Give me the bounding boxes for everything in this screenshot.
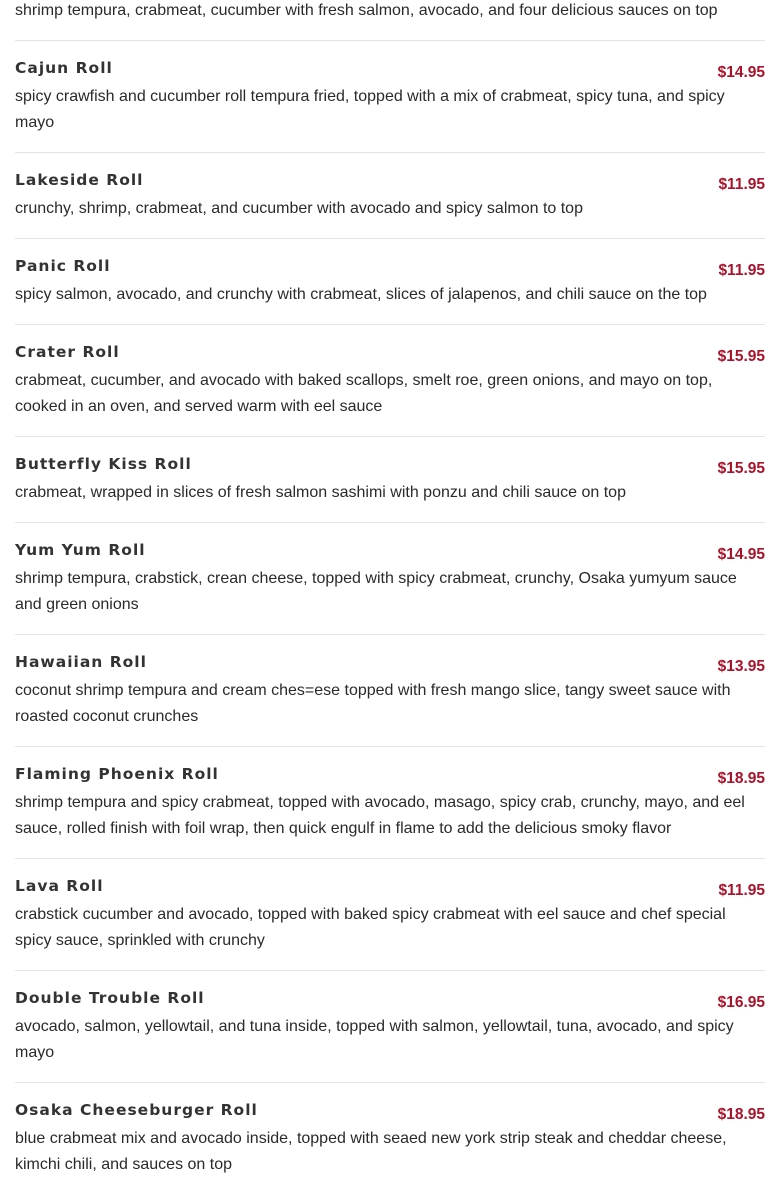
menu-item-name: Cajun Roll	[15, 59, 113, 77]
menu-item-name: Butterfly Kiss Roll	[15, 455, 192, 473]
menu-item-name: Flaming Phoenix Roll	[15, 765, 219, 783]
menu-item-name: Double Trouble Roll	[15, 989, 205, 1007]
menu-item-name: Hawaiian Roll	[15, 653, 147, 671]
menu-item-price: $15.95	[717, 460, 765, 477]
menu-item	[15, 437, 765, 523]
menu-item	[15, 41, 765, 153]
menu-item-description: crabstick cucumber and avocado, topped with baked spicy crabmeat with eel sauce and chef special spicy sauce, sprinkled with crunchy	[15, 906, 726, 949]
menu-item-price: $14.95	[717, 546, 765, 563]
menu-item	[15, 971, 765, 1083]
menu-item-name: Osaka Cheeseburger Roll	[15, 1101, 258, 1119]
menu-item-name: Lakeside Roll	[15, 171, 144, 189]
menu-item-description: coconut shrimp tempura and cream ches=ese topped with fresh mango slice, tangy sweet sauce with roasted coconut crunches	[15, 682, 731, 725]
menu-list	[15, 0, 765, 1194]
menu-item-description: avocado, salmon, yellowtail, and tuna inside, topped with salmon, yellowtail, tuna, avocado, and spicy mayo	[15, 1018, 734, 1061]
menu-item-price: $11.95	[718, 882, 765, 899]
menu-item	[15, 153, 765, 239]
menu-item-name: Panic Roll	[15, 257, 111, 275]
menu-item	[15, 1083, 765, 1194]
menu-item-description: shrimp tempura and spicy crabmeat, topped with avocado, masago, spicy crab, crunchy, mayo, and eel sauce, rolled finish with foil wrap, then quick engulf in flame to add the delicious smoky flavor	[15, 794, 745, 837]
menu-item-price: $13.95	[717, 658, 765, 675]
menu-item-description: shrimp tempura, crabmeat, cucumber with fresh salmon, avocado, and four delicious sauces on top	[15, 2, 718, 19]
menu-item	[15, 859, 765, 971]
menu-item-price: $14.95	[717, 64, 765, 81]
menu-item-price: $18.95	[717, 770, 765, 787]
menu-item-description: blue crabmeat mix and avocado inside, topped with seaed new york strip steak and cheddar cheese, kimchi chili, and sauces on top	[15, 1130, 727, 1173]
menu-item-price: $16.95	[717, 994, 765, 1011]
menu-item-description: spicy crawfish and cucumber roll tempura fried, topped with a mix of crabmeat, spicy tuna, and spicy mayo	[15, 88, 725, 131]
menu-item	[15, 0, 765, 41]
menu-item-name: Lava Roll	[15, 877, 104, 895]
menu-item-description: crunchy, shrimp, crabmeat, and cucumber with avocado and spicy salmon to top	[15, 200, 583, 217]
menu-item-description: shrimp tempura, crabstick, crean cheese, topped with spicy crabmeat, crunchy, Osaka yumyum sauce and green onions	[15, 570, 737, 613]
menu-item	[15, 747, 765, 859]
menu-item-price: $15.95	[717, 348, 765, 365]
menu-item	[15, 239, 765, 325]
menu-item-name: Yum Yum Roll	[15, 541, 146, 559]
menu-item-price: $11.95	[718, 176, 765, 193]
menu-item-description: crabmeat, wrapped in slices of fresh salmon sashimi with ponzu and chili sauce on top	[15, 484, 626, 501]
menu-item-description: crabmeat, cucumber, and avocado with baked scallops, smelt roe, green onions, and mayo on top, cooked in an oven, and served warm with eel sauce	[15, 372, 713, 415]
menu-item-price: $18.95	[717, 1106, 765, 1123]
menu-item	[15, 523, 765, 635]
menu-item	[15, 635, 765, 747]
menu-item-name: Crater Roll	[15, 343, 120, 361]
menu-item-description: spicy salmon, avocado, and crunchy with crabmeat, slices of jalapenos, and chili sauce on the top	[15, 286, 707, 303]
menu-item	[15, 325, 765, 437]
menu-item-price: $11.95	[718, 262, 765, 279]
